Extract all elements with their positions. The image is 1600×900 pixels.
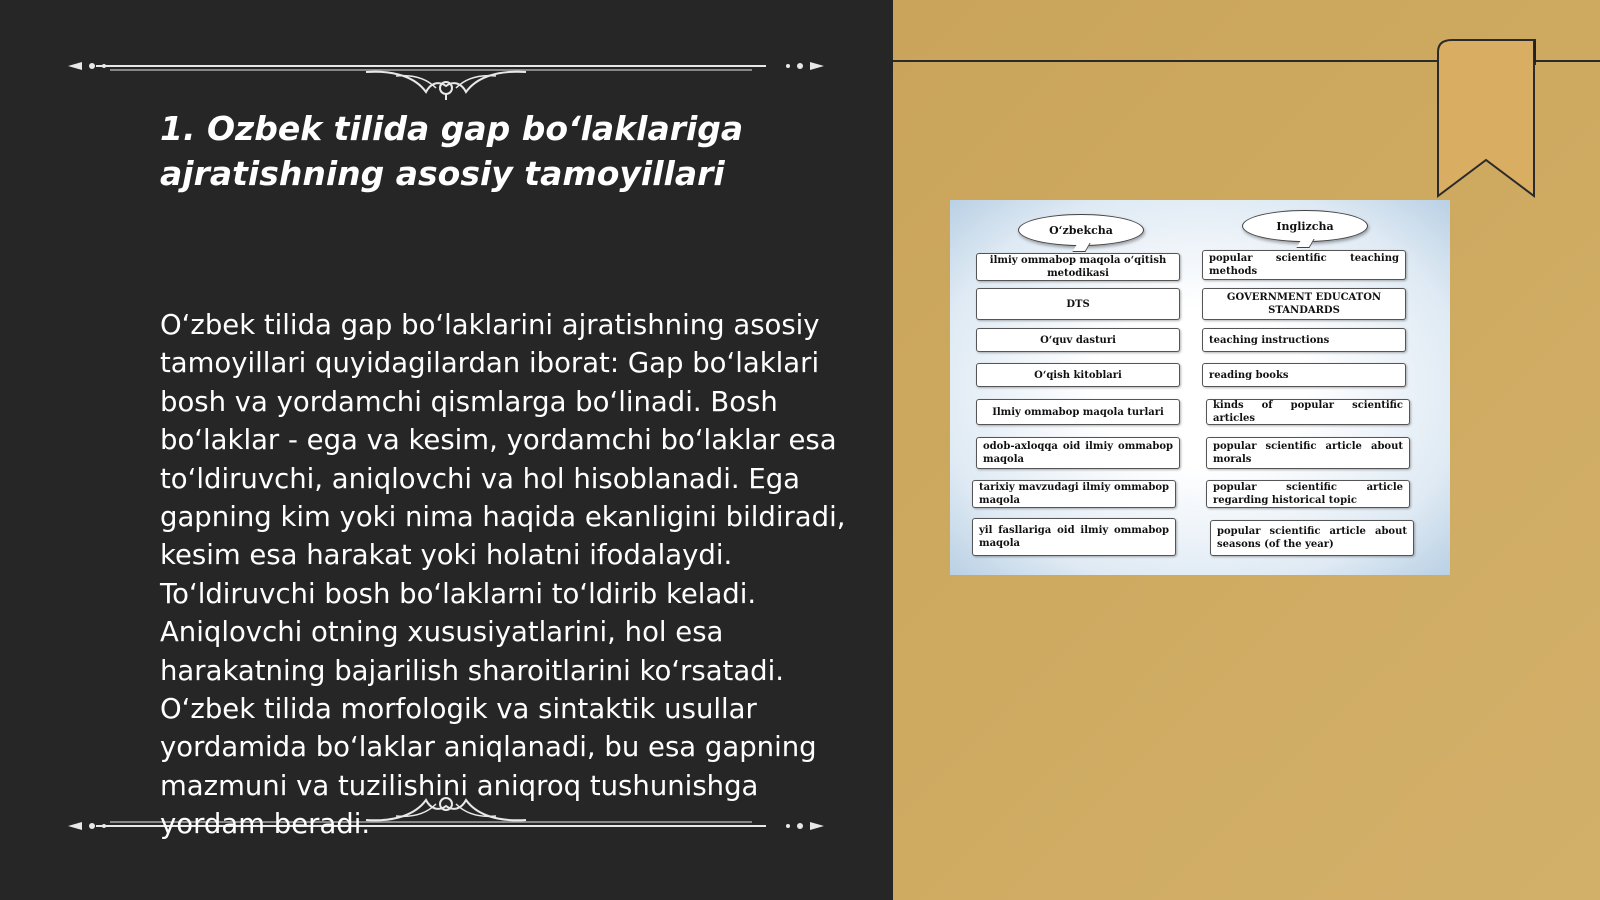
uzbek-term-cell: ilmiy ommabop maqola o‘qitish metodikasi (976, 253, 1180, 281)
english-header-label: Inglizcha (1276, 219, 1334, 233)
english-header-bubble (1242, 210, 1368, 242)
uzbek-term-cell: DTS (976, 288, 1180, 320)
uzbek-term-cell: Ilmiy ommabop maqola turlari (976, 399, 1180, 425)
scroll-flourish-icon (66, 40, 826, 100)
uzbek-term-cell: tarixiy mavzudagi ilmiy ommabop maqola (972, 480, 1176, 508)
slide-body-text: O‘zbek tilida gap bo‘laklarini ajratishning asosiy tamoyillari quyidagilardan iborat: Gap bo‘laklari bosh va yordamchi qismlarga bo‘linadi. Bosh bo‘laklar - ega va kesim, yordamchi bo‘laklar esa to‘ldiruvchi, aniqlovchi va hol hisoblanadi. Ega gapning kim yoki nima haqida ekanligini bildiradi, kesim esa harakat yoki holatni ifodalaydi. To‘ldiruvchi bosh bo‘laklarni to‘ldirib keladi. Aniqlovchi otning xususiyatlarini, hol esa harakatning bajarilish sharoitlarini ko‘rsatadi. O‘zbek tilida morfologik va sintaktik usullar yordamida bo‘laklar aniqlanadi, bu esa gapning mazmuni va tuzilishini aniqroq tushunishga yordam beradi. (160, 309, 846, 841)
vocabulary-table-image (950, 200, 1450, 575)
english-term-cell: reading books (1202, 363, 1406, 387)
english-term-cell: popular scientific article regarding historical topic (1206, 480, 1410, 508)
english-term-cell: popular scientific teaching methods (1202, 250, 1406, 280)
english-term-cell: kinds of popular scientific articles (1206, 399, 1410, 425)
ribbon-bookmark-icon (1436, 38, 1536, 198)
english-term-cell: popular scientific article about morals (1206, 437, 1410, 469)
english-term-cell: popular scientific article about seasons (of the year) (1210, 520, 1414, 556)
uzbek-header-bubble (1018, 214, 1144, 246)
uzbek-term-cell: O‘qish kitoblari (976, 363, 1180, 387)
english-term-cell: teaching instructions (1202, 328, 1406, 352)
english-term-cell: GOVERNMENT EDUCATON STANDARDS (1202, 288, 1406, 320)
slide-title: 1. Ozbek tilida gap bo‘laklariga ajratishning asosiy tamoyillari (160, 109, 744, 193)
uzbek-term-cell: yil fasllariga oid ilmiy ommabop maqola (972, 518, 1176, 556)
uzbek-header-label: O‘zbekcha (1049, 223, 1113, 237)
uzbek-term-cell: O‘quv dasturi (976, 328, 1180, 352)
uzbek-term-cell: odob-axloqqa oid ilmiy ommabop maqola (976, 437, 1180, 469)
